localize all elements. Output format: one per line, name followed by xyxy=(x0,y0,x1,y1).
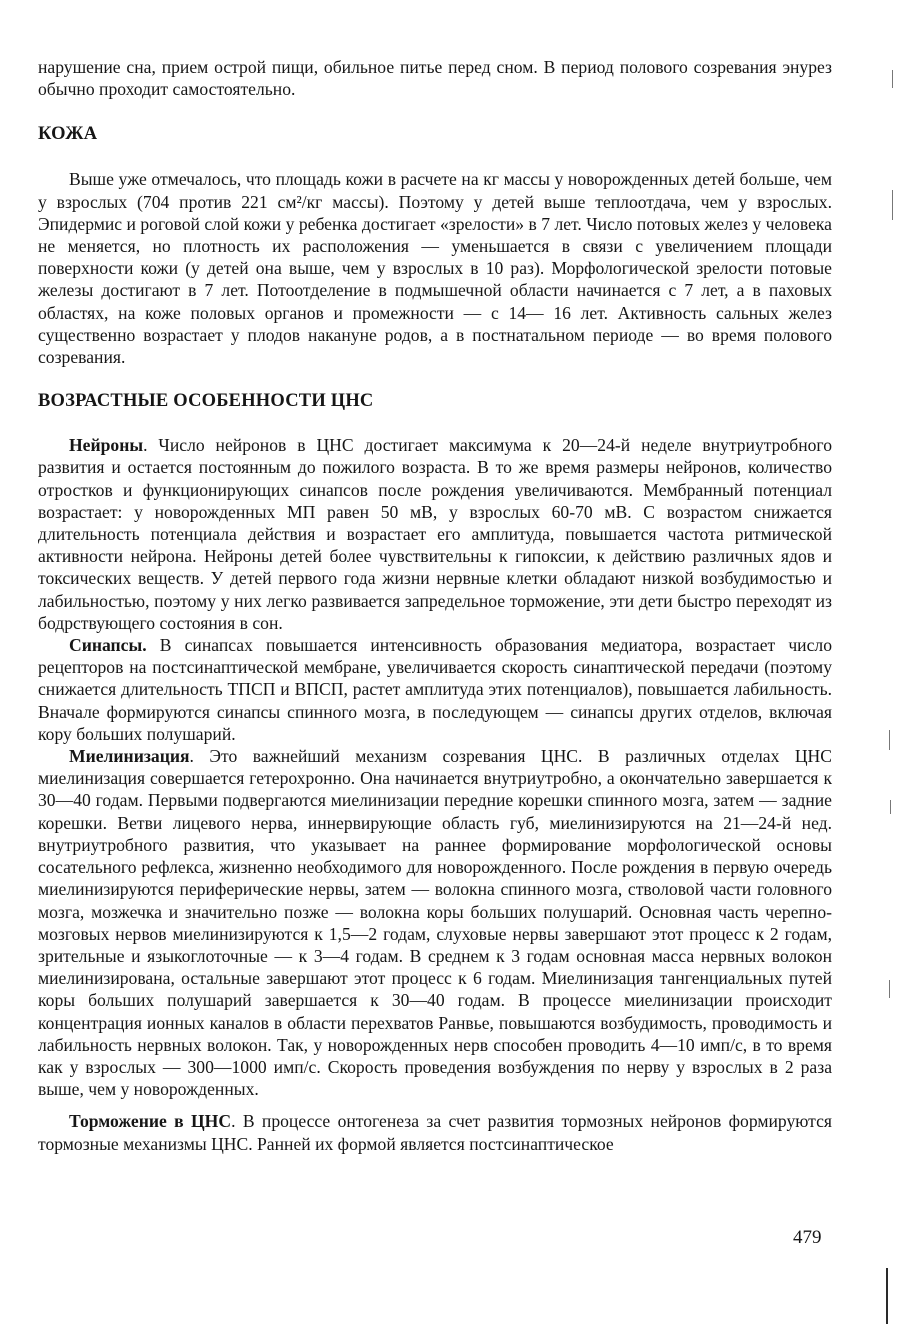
intro-paragraph: нарушение сна, прием острой пищи, обильное питье перед сном. В период полового созревания энурез обычно проходит самостоятельно. xyxy=(38,57,832,100)
inhibition-text: . В процессе онтогенеза за счет развития тормозных нейронов формируются тормозные механизмы ЦНС. Ранней их формой является постсинаптическое xyxy=(38,1111,832,1154)
inhibition-term: Торможение в ЦНС xyxy=(69,1111,232,1132)
myelination-paragraph xyxy=(38,745,832,1100)
neurons-paragraph xyxy=(38,434,832,634)
page-number: 479 xyxy=(793,1227,822,1248)
myelination-term: Миелинизация xyxy=(69,746,190,767)
scan-edge-line xyxy=(886,1268,888,1324)
synapses-paragraph xyxy=(38,634,832,745)
scan-edge-tick xyxy=(889,730,890,750)
document-page xyxy=(38,56,832,1155)
inhibition-paragraph xyxy=(38,1110,832,1154)
synapses-term: Синапсы. xyxy=(69,635,147,656)
section-heading-skin: КОЖА xyxy=(38,124,98,145)
myelination-text: . Это важнейший механизм созревания ЦНС. В различных отделах ЦНС миелинизация совершается гетерохронно. Она начинается внутриутробно, а окончательно завершается к 30—40 годам. Первыми подвергаются миелинизации передние корешки спинного мозга, затем — задние корешки. Ветви лицевого нерва, иннервирующие область губ, миелинизируются на 21—24-й нед. внутриутробного развития, что указывает на раннее формирование морфологической основы сосательного рефлекса, жизненно необходимого для новорожденного. После рождения в первую очередь миелинизируются периферические нервы, затем — волокна спинного мозга, стволовой части головного мозга, мозжечка и значительно позже — волокна коры больших полушарий. Основная часть черепно-мозговых нервов миелинизируются к 1,5—2 годам, слуховые нервы завершают этот процесс к 2 годам, зрительные и языкоглоточные — к 3—4 годам. В среднем к 3 годам основная масса нервных волокон миелинизирована, остальные завершают этот процесс к 6 годам. Миелинизация тангенциальных путей коры больших полушарий завершается к 30—40 годам. В процессе миелинизации происходит концентрация ионных каналов в области перехватов Ранвье, повышаются возбудимость, проводимость и лабильность нервных волокон. Так, у новорожденных нерв способен проводить 4—10 имп/с, в то время как у взрослых — 300—1000 имп/с. Скорость проведения возбуждения по нерву у взрослых в 2 раза выше, чем у новорожденных. xyxy=(38,746,832,1100)
scan-edge-tick xyxy=(889,980,890,998)
synapses-text: В синапсах повышается интенсивность образования медиатора, возрастает число рецепторов на постсинаптической мембране, увеличивается скорость синаптической передачи (поэтому снижается длительность ТПСП и ВПСП, растет амплитуда этих потенциалов), повышается лабильность. Вначале формируются синапсы спинного мозга, в последующем — синапсы других отделов, включая кору больших полушарий. xyxy=(38,635,832,744)
scan-edge-tick xyxy=(892,70,893,88)
skin-paragraph: Выше уже отмечалось, что площадь кожи в расчете на кг массы у новорожденных детей больше, чем у взрослых (704 против 221 см²/кг массы). Поэтому у детей выше теплоотдача, чем у взрослых. Эпидермис и роговой слой кожи у ребенка достигает «зрелости» в 7 лет. Число потовых желез у человека не меняется, но плотность их расположения — уменьшается в связи с увеличением площади поверхности кожи (у детей она выше, чем у взрослых в 10 раз). Морфологической зрелости потовые железы достигают в 7 лет. Потоотделение в подмышечной области начинается с 7 лет, а в паховых областях, на коже половых органов и промежности — с 14— 16 лет. Активность сальных желез существенно возрастает у плодов накануне родов, а в постнатальном периоде — во время полового созревания. xyxy=(38,169,832,368)
neurons-text: . Число нейронов в ЦНС достигает максимума к 20—24-й неделе внутриутробного развития и остается постоянным до пожилого возраста. В то же время размеры нейронов, количество отростков и функционирующих синапсов после рождения увеличиваются. Мембранный потенциал возрастает: у новорожденных МП равен 50 мВ, у взрослых 60-70 мВ. С возрастом снижается длительность потенциала действия и возрастает его амплитуда, повышается частота ритмической активности нейрона. Нейроны детей более чувствительны к гипоксии, к действию различных ядов и токсических веществ. У детей первого года жизни нервные клетки обладают низкой возбудимостью и лабильностью, поэтому у них легко развивается запредельное торможение, эти дети быстро переходят из бодрствующего состояния в сон. xyxy=(38,435,832,633)
scan-edge-tick xyxy=(892,190,893,220)
section-heading-cns: ВОЗРАСТНЫЕ ОСОБЕННОСТИ ЦНС xyxy=(38,391,374,412)
scan-edge-tick xyxy=(890,800,891,814)
neurons-term: Нейроны xyxy=(69,435,144,456)
